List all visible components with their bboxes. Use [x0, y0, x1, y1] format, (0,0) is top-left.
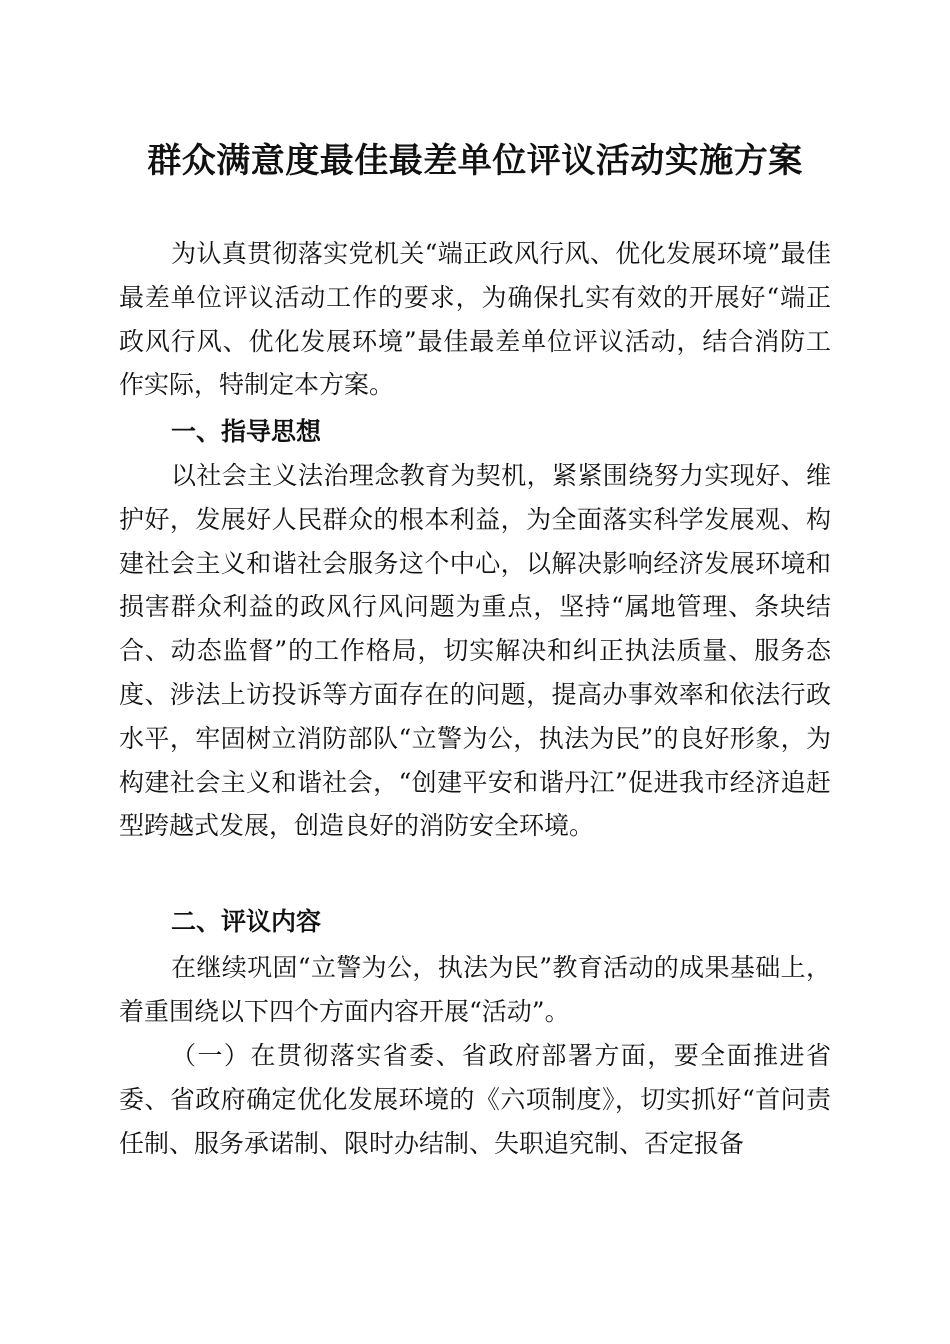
section-heading-guiding-ideology: 一、指导思想: [171, 417, 322, 446]
intro-paragraph: 为认真贯彻落实党机关“端正政风行风、优化发展环境”最佳最差单位评议活动工作的要求，为确保扎实有效的开展好“端正政风行风、优化发展环境”最佳最差单位评议活动，结合消防工作实际，特制定本方案。: [119, 239, 831, 400]
document-title: 群众满意度最佳最差单位评议活动实施方案: [147, 141, 803, 181]
section-body-evaluation-content: 在继续巩固“立警为公，执法为民”教育活动的成果基础上，着重围绕以下四个方面内容开展“活动”。: [119, 953, 831, 1026]
section-body-guiding-ideology: 以社会主义法治理念教育为契机，紧紧围绕努力实现好、维护好，发展好人民群众的根本利益，为全面落实科学发展观、构建社会主义和谐社会服务这个中心，以解决影响经济发展环境和损害群众利益的政风行风问题为重点，坚持“属地管理、条块结合、动态监督”的工作格局，切实解决和纠正执法质量、服务态度、涉法上访投诉等方面存在的问题，提高办事效率和依法行政水平，牢固树立消防部队“立警为公，执法为民”的良好形象，为构建社会主义和谐社会，“创建平安和谐丹江”促进我市经济追赶型跨越式发展，创造良好的消防安全环境。: [119, 461, 831, 841]
list-item-provincial-deployment: （一）在贯彻落实省委、省政府部署方面，要全面推进省委、省政府确定优化发展环境的《六项制度》，切实抓好“首问责任制、服务承诺制、限时办结制、失职追究制、否定报备: [119, 1041, 831, 1158]
section-heading-evaluation-content: 二、评议内容: [171, 907, 322, 936]
